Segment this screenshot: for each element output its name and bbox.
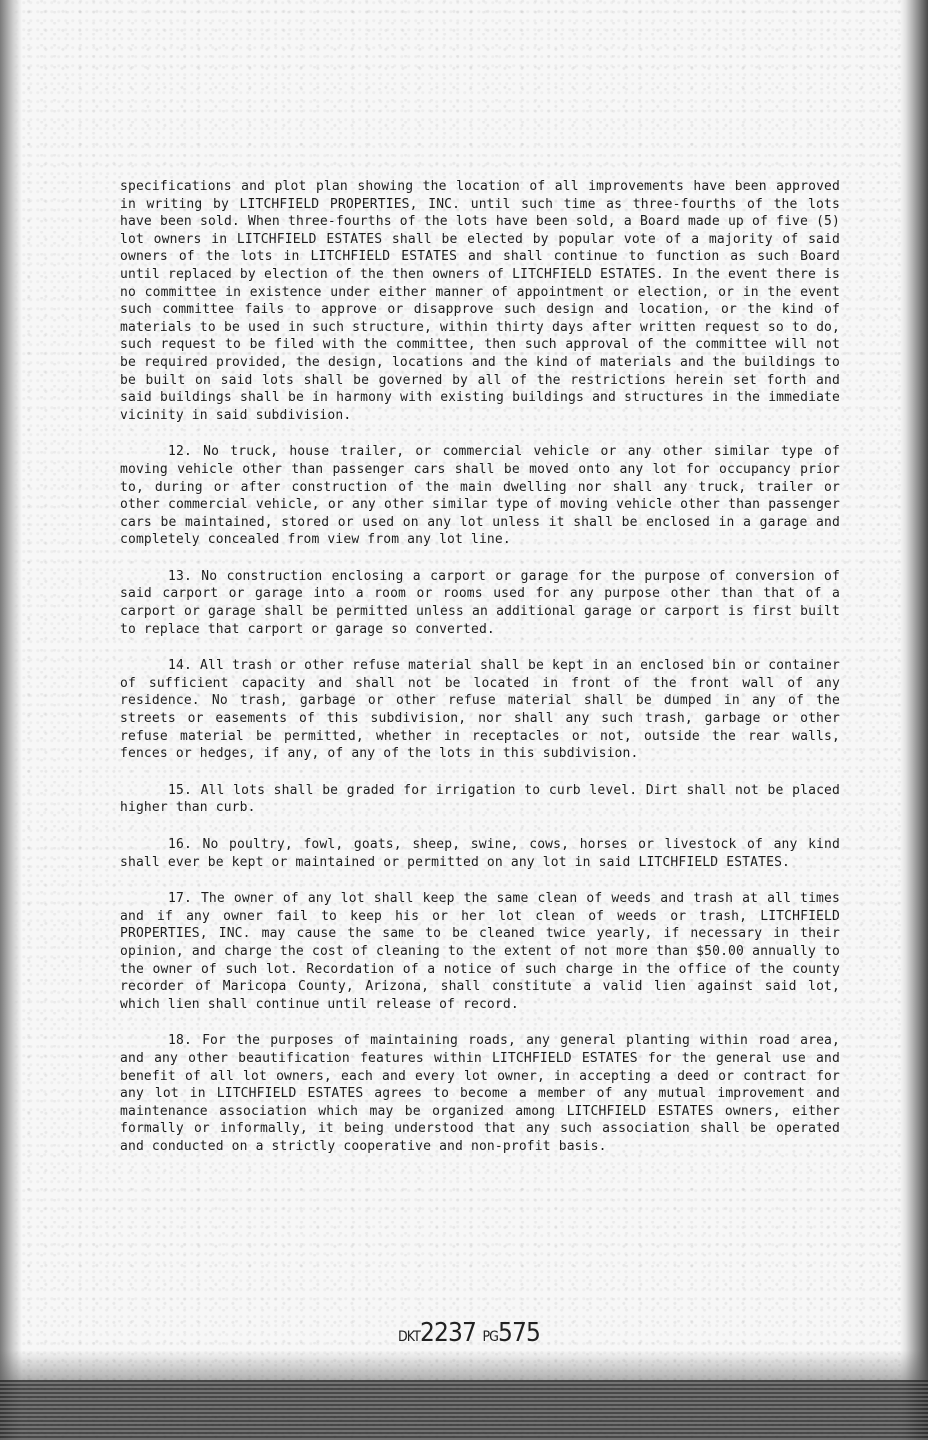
page-prefix: PG (482, 1329, 499, 1345)
scan-shadow (0, 1350, 928, 1380)
document-body (120, 178, 840, 1175)
paragraph-continuation: specifications and plot plan showing the location of all improvements have been approved in writing by LITCHFIELD PROPERTIES, INC. until such time as three-fourths of the lots have been sold. When three-fourths of the lots have been sold, a Board made up of five (5) lot owners in LITCHFIELD ESTATES shall be elected by popular vote of a majority of said owners of the lots in LITCHFIELD ESTATES and shall continue to function as such Board until replaced by election of the then owners of LITCHFIELD ESTATES. In the event there is no committee in existence under either manner of appointment or election, or in the event such committee fails to approve or disapprove such design and location, or the kind of materials to be used in such structure, within thirty days after written request so to do, such request to be filed with the committee, then such approval of the committee will not be required provided, the design, locations and the kind of materials and the buildings to be built on said lots shall be governed by all of the restrictions herein set forth and said buildings shall be in harmony with existing buildings and structures in the immediate vicinity in said subdivision. (120, 179, 840, 423)
paragraph-12: 12. No truck, house trailer, or commercial vehicle or any other similar type of moving vehicle other than passenger cars shall be moved onto any lot for occupancy prior to, during or after construction of the main dwelling nor shall any truck, trailer or other commercial vehicle, or any other similar type of moving vehicle other than passenger cars be maintained, stored or used on any lot unless it shall be enclosed in a garage and completely concealed from view from any lot line. (120, 444, 840, 548)
page-number: 575 (498, 1318, 541, 1348)
docket-prefix: DKT (398, 1329, 420, 1345)
paragraph-17: 17. The owner of any lot shall keep the same clean of weeds and trash at all times and if any owner fail to keep his or her lot clean of weeds or trash, LITCHFIELD PROPERTIES, INC. may cause the same to be cleaned twice yearly, if necessary in their opinion, and charge the cost of cleaning to the extent of not more than $50.00 annually to the owner of such lot. Recordation of a notice of such charge in the office of the county recorder of Maricopa County, Arizona, shall constitute a valid lien against said lot, which lien shall continue until release of record. (120, 891, 840, 1012)
docket-stamp (398, 1318, 540, 1348)
paragraph-16: 16. No poultry, fowl, goats, sheep, swine, cows, horses or livestock of any kind shall ever be kept or maintained or permitted on any lot in said LITCHFIELD ESTATES. (120, 837, 840, 870)
paragraph-15: 15. All lots shall be graded for irrigation to curb level. Dirt shall not be placed higher than curb. (120, 782, 840, 816)
scan-edge-bottom (0, 1380, 928, 1440)
paragraph-14: 14. All trash or other refuse material shall be kept in an enclosed bin or container of sufficient capacity and shall not be located in front of the front wall of any residence. No trash, garbage or other refuse material shall be dumped in any of the streets or easements of this subdivision, nor shall any such trash, garbage or other refuse material be permitted, whether in receptacles or not, outside the rear walls, fences or hedges, if any, of any of the lots in this subdivision. (120, 658, 840, 762)
paragraph-13: 13. No construction enclosing a carport or garage for the purpose of conversion of said carport or garage into a room or rooms used for any purpose other than that of a carport or garage shall be permitted unless an additional garage or carport is first built to replace that carport or garage so converted. (120, 568, 840, 637)
docket-number: 2237 (419, 1318, 476, 1348)
scan-edge-right (900, 0, 928, 1440)
scan-edge-left (0, 0, 22, 1440)
paragraph-18: 18. For the purposes of maintaining roads, any general planting within road area, and any other beautification features within LITCHFIELD ESTATES for the general use and benefit of all lot owners, each and every lot owner, in accepting a deed or contract for any lot in LITCHFIELD ESTATES agrees to become a member of any mutual improvement and maintenance association which may be organized among LITCHFIELD ESTATES owners, either formally or informally, it being understood that any such association shall be operated and conducted on a strictly cooperative and non-profit basis. (120, 1033, 840, 1154)
